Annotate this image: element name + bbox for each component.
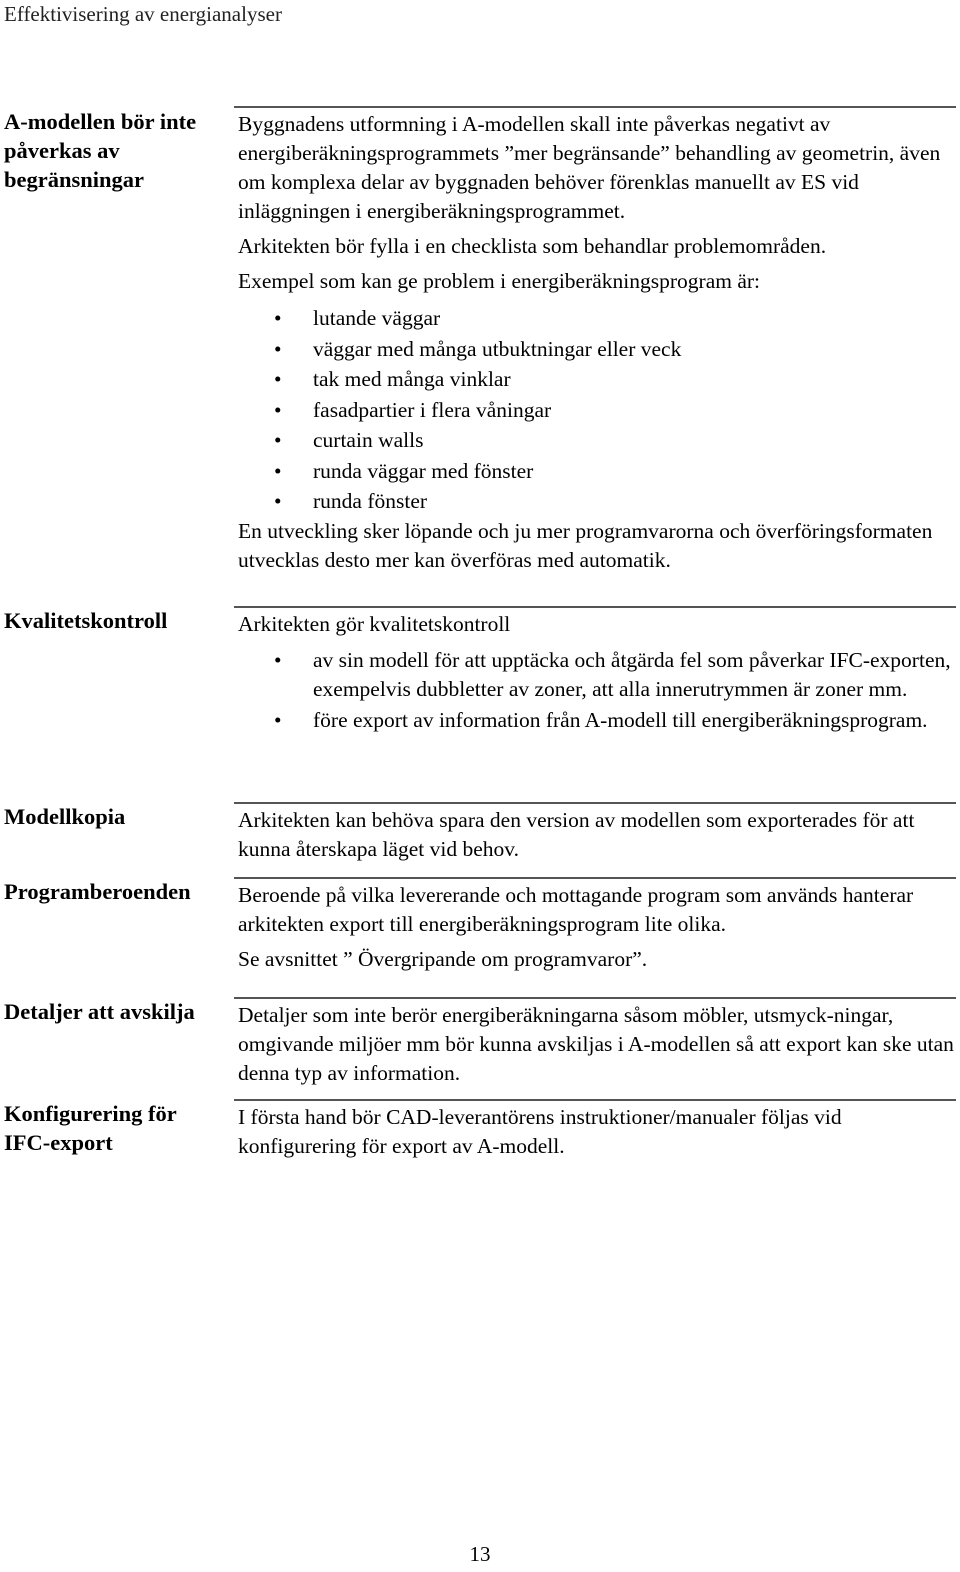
- section-label-line: A-modellen bör inte: [4, 109, 197, 134]
- list-item: • före export av information från A-modell till energiberäkningsprogram.: [238, 706, 956, 735]
- list-item: • tak med många vinklar: [238, 364, 956, 395]
- section-body: [234, 606, 956, 802]
- section-label: Kvalitetskontroll: [4, 608, 168, 633]
- list-item: • lutande väggar: [238, 303, 956, 334]
- section-body: [234, 802, 956, 877]
- section-body: [234, 997, 956, 1099]
- paragraph: Arkitekten kan behöva spara den version av modellen som exporterades för att kunna återskapa läget vid behov.: [238, 808, 915, 861]
- section-konfigurering-ifc-export: [0, 1099, 960, 1159]
- paragraph: I första hand bör CAD-leverantörens instruktioner/manualer följas vid konfigurering för export av A-modell.: [238, 1105, 842, 1158]
- section-label: Modellkopia: [4, 804, 126, 829]
- section-label: [0, 1099, 232, 1157]
- list-item: • fasadpartier i flera våningar: [238, 395, 956, 426]
- document-table: [0, 106, 960, 1159]
- section-detaljer-att-avskilja: [0, 997, 960, 1099]
- section-kvalitetskontroll: [0, 606, 960, 802]
- section-body: [234, 877, 956, 997]
- list-item: • runda väggar med fönster: [238, 456, 956, 487]
- list-item: • runda fönster: [238, 486, 956, 517]
- paragraph: Detaljer som inte berör energiberäkningarna såsom möbler, utsmyck-ningar, omgivande miljöer mm bör kunna avskiljas i A-modellen så att export kan ske utan denna typ av information.: [238, 1003, 954, 1085]
- section-label: [0, 106, 232, 194]
- list-item: • av sin modell för att upptäcka och åtgärda fel som påverkar IFC-exporten, exempelvis dubbletter av zoner, att alla innerutrymmen är zoner mm.: [238, 646, 956, 704]
- section-label: Detaljer att avskilja: [4, 999, 195, 1024]
- paragraph: Byggnadens utformning i A-modellen skall inte påverkas negativt av energiberäkningsprogrammets ”mer begränsande” behandling av geometrin, även om komplexa delar av byggnaden behöver förenklas manuellt av ES vid inläggningen i energiberäkningsprogrammet.: [238, 112, 941, 223]
- section-label-line: påverkas av: [4, 138, 120, 163]
- bullet-list: [238, 646, 956, 735]
- section-label: Programberoenden: [4, 879, 191, 904]
- section-programberoenden: [0, 877, 960, 997]
- bullet-list: [238, 303, 956, 517]
- section-label-line: IFC-export: [4, 1130, 113, 1155]
- section-modellkopia: [0, 802, 960, 877]
- paragraph: Arkitekten gör kvalitetskontroll: [238, 612, 511, 636]
- section-body: [234, 1099, 956, 1159]
- page-number: 13: [469, 1542, 491, 1566]
- paragraph: Exempel som kan ge problem i energiberäkningsprogram är:: [238, 269, 761, 293]
- list-item: • väggar med många utbuktningar eller veck: [238, 334, 956, 365]
- section-a-modellen: [0, 106, 960, 606]
- paragraph: Beroende på vilka levererande och mottagande program som används hanterar arkitekten export till energiberäkningsprogram lite olika.: [238, 883, 914, 936]
- paragraph: Se avsnittet ” Övergripande om programvaror”.: [238, 947, 648, 971]
- paragraph: En utveckling sker löpande och ju mer programvarorna och överföringsformaten utvecklas desto mer kan överföras med automatik.: [238, 518, 933, 572]
- list-item: • curtain walls: [238, 425, 956, 456]
- section-label-line: Konfigurering för: [4, 1101, 177, 1126]
- paragraph: Arkitekten bör fylla i en checklista som behandlar problemområden.: [238, 234, 827, 258]
- section-body: [234, 106, 956, 606]
- section-label-line: begränsningar: [4, 167, 145, 192]
- running-header: Effektivisering av energianalyser: [4, 2, 282, 26]
